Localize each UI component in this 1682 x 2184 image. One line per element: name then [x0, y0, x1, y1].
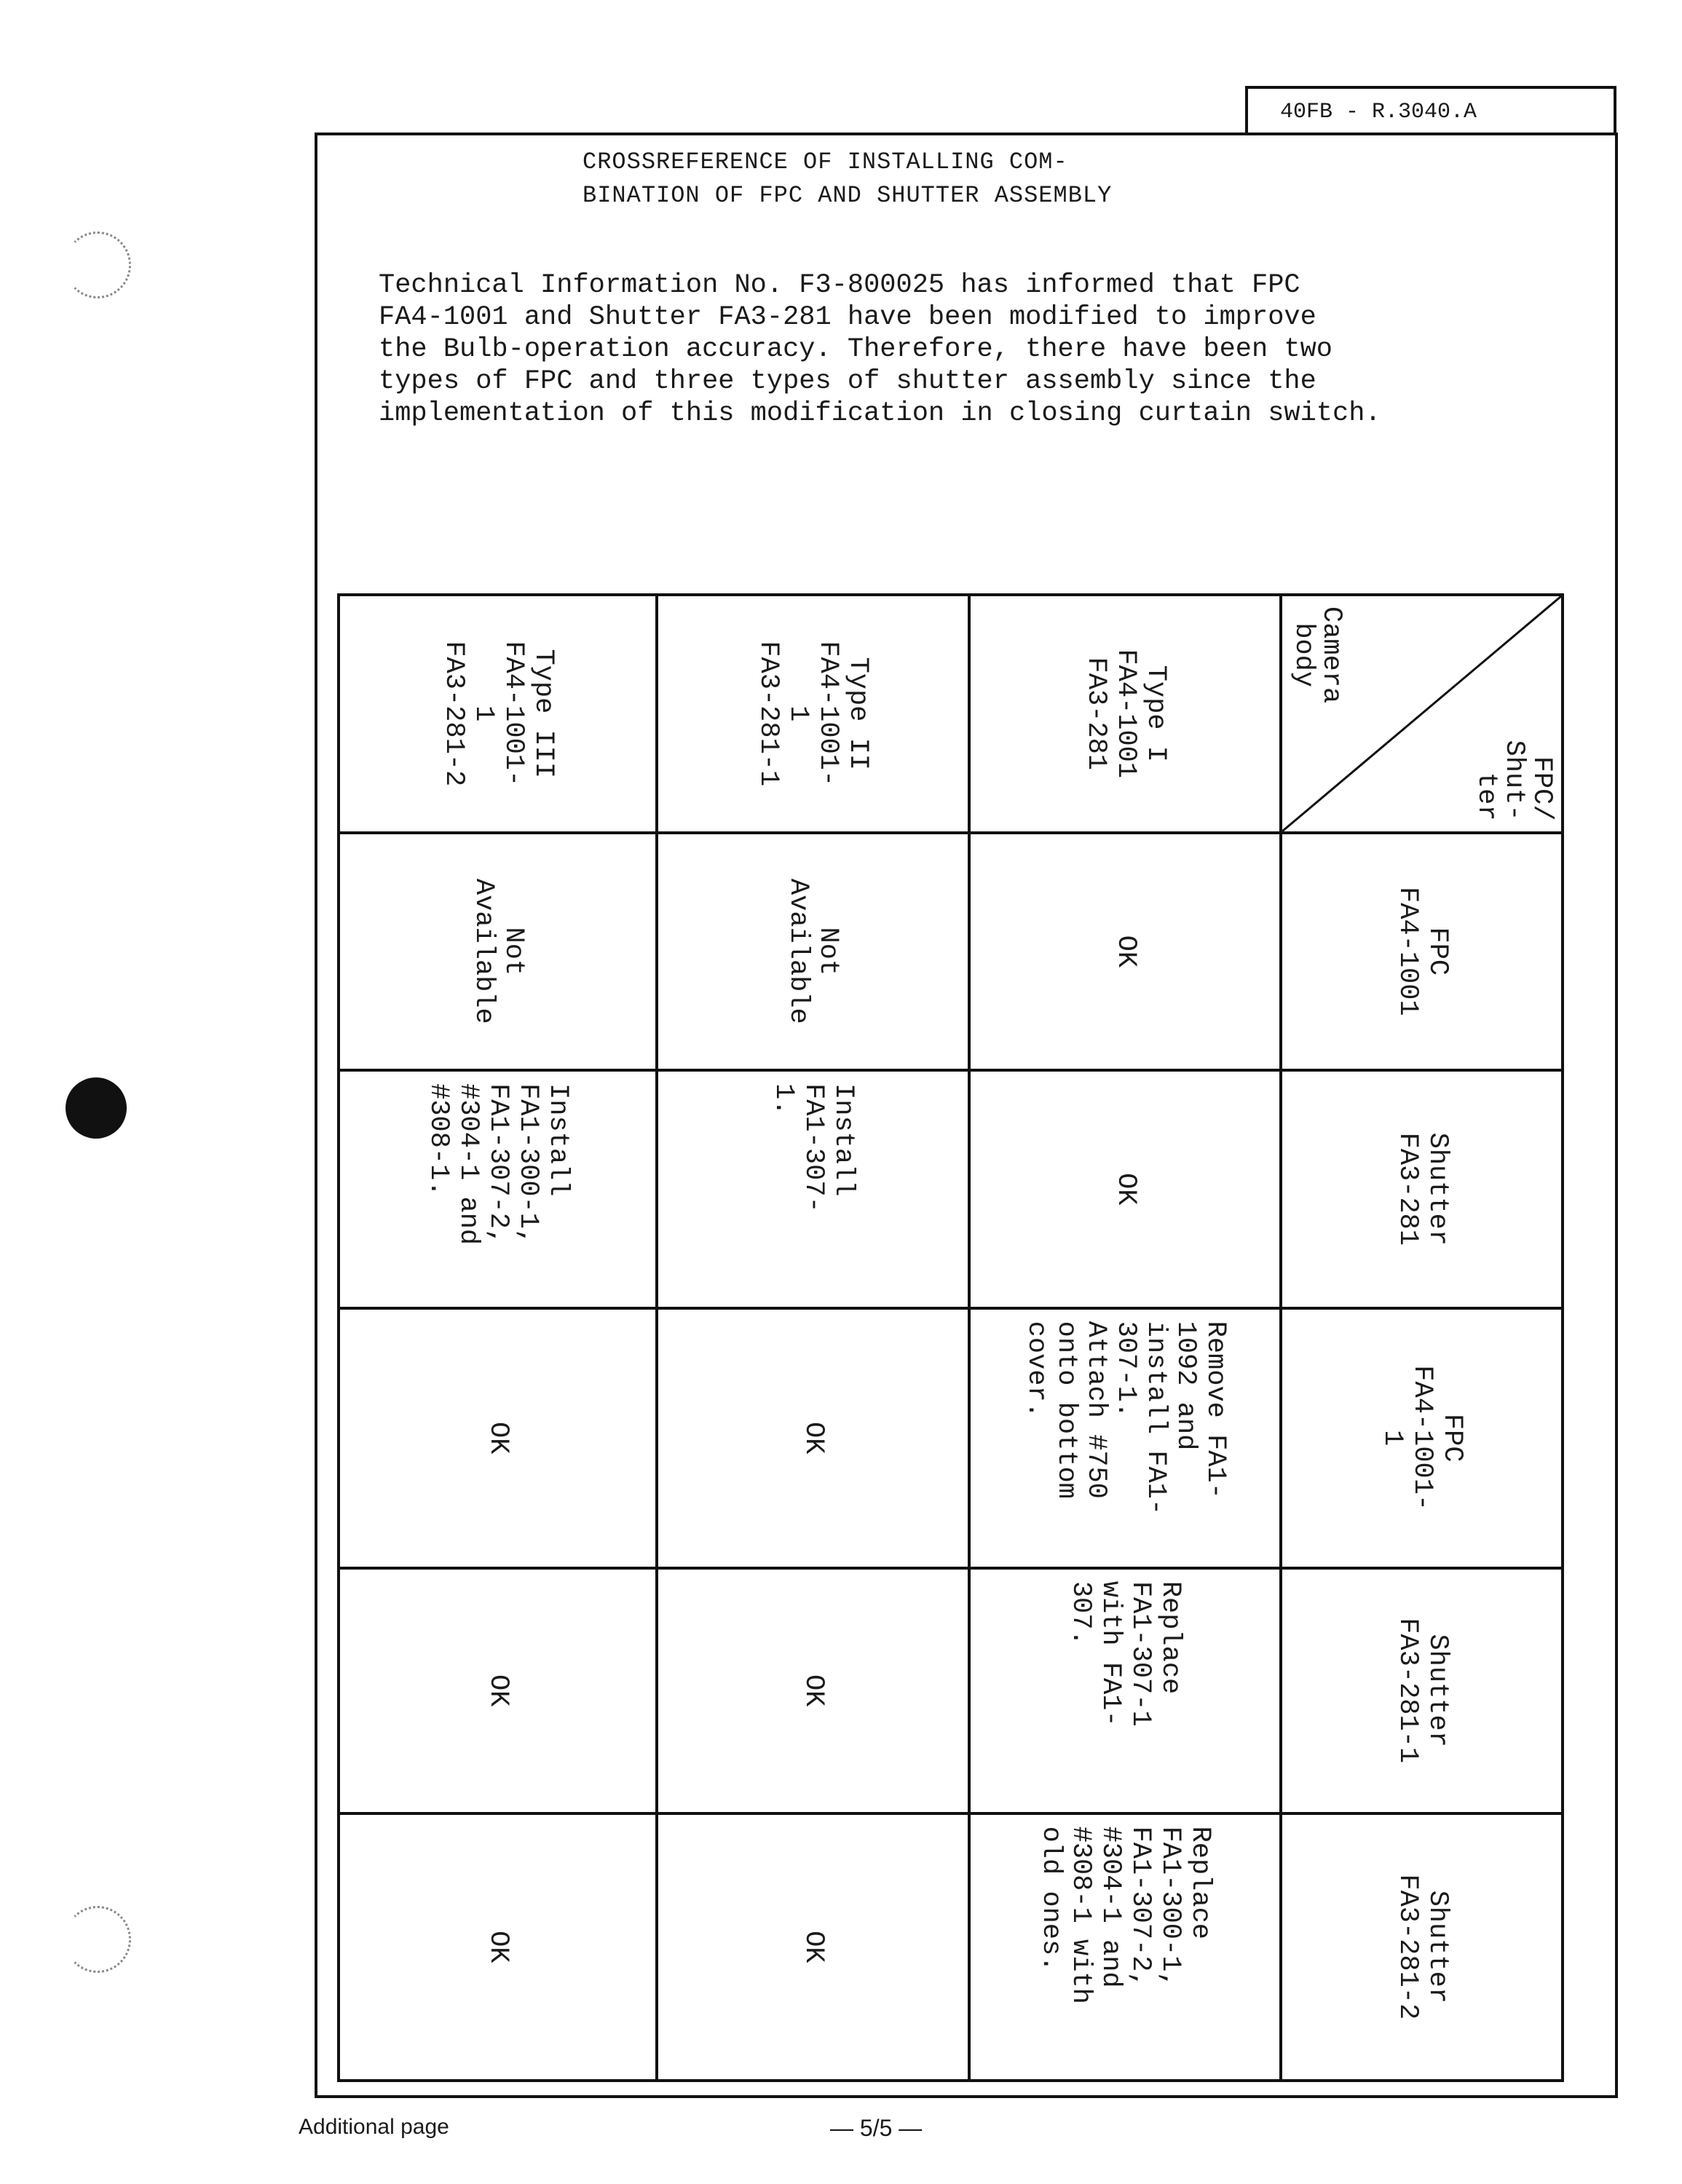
table-cell: OK — [657, 1308, 969, 1568]
table-cell: OK — [969, 1070, 1282, 1308]
footer-note: Additional page — [299, 2115, 449, 2139]
crossreference-table — [337, 593, 1564, 2082]
row-header: Type III FA4-1001- 1 FA3-281-2 — [339, 595, 657, 833]
row-header: Type II FA4-1001- 1 FA3-281-1 — [657, 595, 969, 833]
table-cell: OK — [339, 1813, 657, 2081]
table-cell: Replace FA1-300-1, FA1-307-2, #304-1 and #308-1 with old ones. — [969, 1813, 1282, 2081]
punch-hole-middle — [66, 1077, 127, 1139]
column-header: FPC FA4-1001- 1 — [1281, 1308, 1563, 1568]
table-row — [969, 595, 1282, 2081]
table-cell: Not Available — [657, 833, 969, 1071]
column-header: Shutter FA3-281-2 — [1281, 1813, 1563, 2081]
table-cell: OK — [969, 833, 1282, 1071]
table-cell: Replace FA1-307-1 with FA1- 307. — [969, 1568, 1282, 1813]
punch-hole-top — [64, 232, 131, 298]
table-row — [339, 595, 657, 2081]
document-reference: 40FB - R.3040.A — [1245, 86, 1616, 135]
table-cell: OK — [339, 1308, 657, 1568]
table-cell: OK — [657, 1813, 969, 2081]
corner-label-camera-body: Camera body — [1288, 606, 1347, 704]
page-number: — 5/5 — — [830, 2115, 923, 2141]
intro-paragraph: Technical Information No. F3-800025 has informed that FPC FA4-1001 and Shutter FA3-281 have been modified to improve the Bulb-operation accuracy. Therefore, there have been two types of FPC and three types of shutter assembly since the implementation of this modification in closing curtain switch. — [379, 270, 1381, 429]
punch-hole-bottom — [64, 1906, 131, 1973]
crossreference-table-rotated — [337, 593, 1564, 2082]
corner-header-cell — [1281, 595, 1563, 833]
column-header: Shutter FA3-281 — [1281, 1070, 1563, 1308]
row-header: Type I FA4-1001 FA3-281 — [969, 595, 1282, 833]
column-header: FPC FA4-1001 — [1281, 833, 1563, 1071]
table-cell: OK — [339, 1568, 657, 1813]
corner-label-fpc-shutter: FPC/ Shut- ter — [1471, 740, 1557, 821]
table-header-row — [1281, 595, 1563, 2081]
table-cell: Remove FA1- 1092 and install FA1- 307-1. Attach #750 onto bottom cover. — [969, 1308, 1282, 1568]
table-cell: Install FA1-300-1, FA1-307-2, #304-1 and #308-1. — [339, 1070, 657, 1308]
table-cell: OK — [657, 1568, 969, 1813]
table-cell: Not Available — [339, 833, 657, 1071]
column-header: Shutter FA3-281-1 — [1281, 1568, 1563, 1813]
page-title: CROSSREFERENCE OF INSTALLING COM- BINATION OF FPC AND SHUTTER ASSEMBLY — [583, 149, 1113, 209]
table-row — [657, 595, 969, 2081]
table-cell: Install FA1-307- 1. — [657, 1070, 969, 1308]
